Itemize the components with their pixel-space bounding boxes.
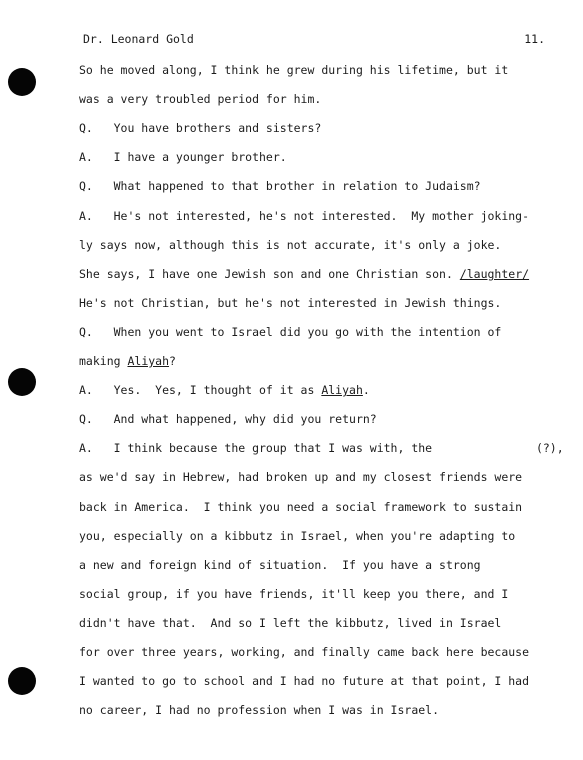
line-text: back in America. I think you need a social framework to sustain: [79, 500, 523, 514]
transcript-line: [79, 528, 515, 544]
line-text: no career, I had no profession when I was in Israel.: [79, 703, 440, 717]
transcript-line: [79, 91, 321, 107]
transcript-line: [79, 586, 508, 602]
line-text: A. Yes. Yes, I thought of it as: [79, 383, 322, 397]
line-text: Q. And what happened, why did you return?: [79, 412, 377, 426]
line-text: She says, I have one Jewish son and one Christian son.: [79, 267, 460, 281]
transcript-line: [79, 673, 529, 689]
line-text: you, especially on a kibbutz in Israel, when you're adapting to: [79, 529, 516, 543]
line-text: as we'd say in Hebrew, had broken up and my closest friends were: [79, 470, 523, 484]
page-number: 11.: [524, 32, 545, 46]
underlined-text: Aliyah: [127, 354, 170, 368]
transcript-line: [79, 644, 529, 660]
transcript-line: [79, 324, 501, 340]
transcript-line: [79, 440, 564, 456]
line-text: Q. What happened to that brother in relation to Judaism?: [79, 179, 481, 193]
transcript-line: [79, 149, 287, 165]
line-text: ly says now, although this is not accurate, it's only a joke.: [79, 238, 502, 252]
transcript-line: [79, 557, 481, 573]
transcript-line: [79, 469, 522, 485]
transcript-line: [79, 237, 501, 253]
line-text: didn't have that. And so I left the kibbutz, lived in Israel: [79, 616, 502, 630]
transcript-line: [79, 208, 529, 224]
line-text: Q. When you went to Israel did you go with the intention of: [79, 325, 502, 339]
line-text: A. I think because the group that I was with, the (?),: [79, 441, 564, 455]
transcript-line: [79, 382, 370, 398]
line-text: ?: [169, 354, 176, 368]
transcript-line: [79, 295, 501, 311]
punch-hole-bottom: [8, 667, 36, 695]
line-text: for over three years, working, and finally came back here because: [79, 645, 530, 659]
line-text: A. He's not interested, he's not interested. My mother joking-: [79, 209, 530, 223]
line-text: I wanted to go to school and I had no future at that point, I had: [79, 674, 530, 688]
transcript-line: [79, 615, 501, 631]
transcript-line: [79, 266, 529, 282]
underlined-text: Aliyah: [321, 383, 363, 397]
transcript-line: [79, 411, 377, 427]
line-text: .: [362, 383, 370, 397]
line-text: So he moved along, I think he grew during his lifetime, but it: [79, 63, 509, 77]
punch-hole-top: [8, 68, 36, 96]
line-text: Q. You have brothers and sisters?: [79, 121, 322, 135]
transcript-line: [79, 62, 508, 78]
transcript-line: [79, 178, 481, 194]
line-text: A. I have a younger brother.: [79, 150, 287, 164]
transcript-line: [79, 499, 522, 515]
transcript-line: [79, 120, 321, 136]
underlined-text: /laughter/: [459, 267, 530, 281]
punch-hole-middle: [8, 368, 36, 396]
interviewee-name: Dr. Leonard Gold: [83, 32, 194, 46]
page-header: [83, 29, 545, 49]
line-text: social group, if you have friends, it'll keep you there, and I: [79, 587, 509, 601]
transcript-line: [79, 702, 439, 718]
line-text: was a very troubled period for him.: [79, 92, 322, 106]
line-text: a new and foreign kind of situation. If you have a strong: [79, 558, 481, 572]
line-text: He's not Christian, but he's not interested in Jewish things.: [79, 296, 502, 310]
line-text: making: [79, 354, 128, 368]
transcript-line: [79, 353, 176, 369]
